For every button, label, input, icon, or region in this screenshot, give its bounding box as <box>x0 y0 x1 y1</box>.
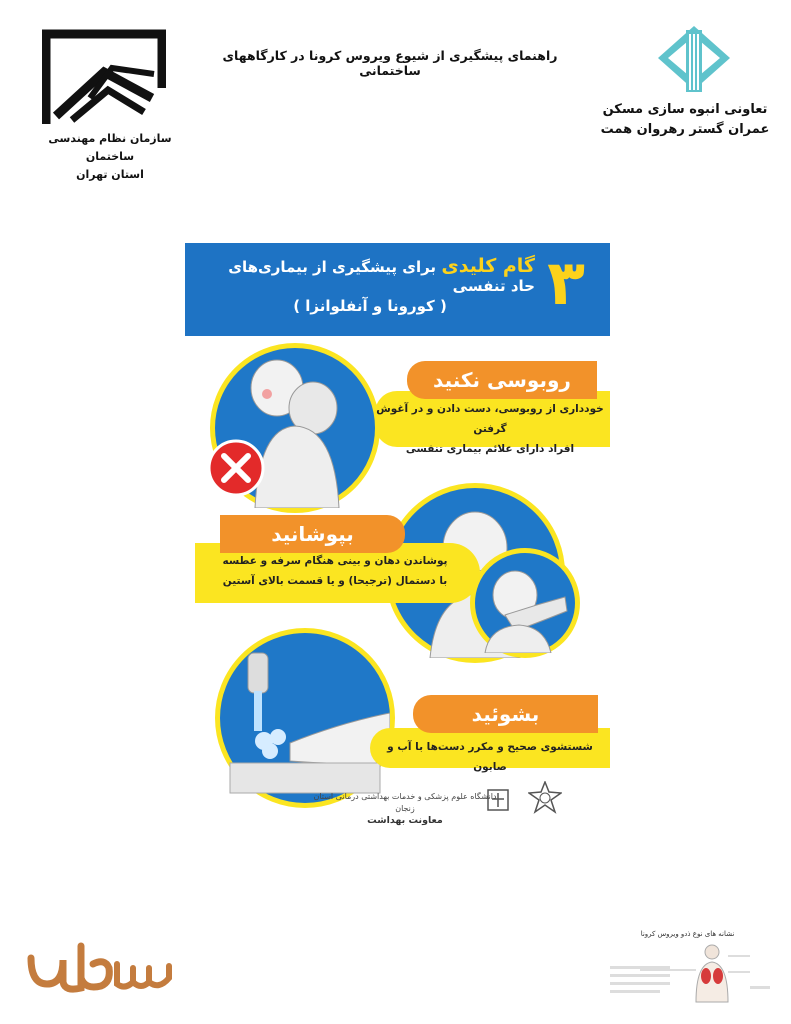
step3-title: بشوئید <box>413 695 598 733</box>
step2-desc-line1: پوشاندن دهان و بینی هنگام سرفه و عطسه <box>222 555 448 567</box>
poster-subtitle: ( کورونا و آنفلوانزا ) <box>293 297 447 315</box>
left-org-line2: استان تهران <box>76 168 144 181</box>
right-org-line1: تعاونی انبوه سازی مسکن <box>602 102 768 117</box>
right-org-line2: عمران گستر رهروان همت <box>600 122 770 137</box>
page-title: راهنمای پیشگیری از شیوع ویروس کرونا در کارگاههای ساختمانی <box>222 48 558 78</box>
step1-title: روبوسی نکنید <box>407 361 597 399</box>
thumbnail-caption: نشانه های نوع ذدو ویروس کرونا <box>640 930 735 938</box>
university-logo <box>528 781 562 815</box>
cross-mark-icon <box>207 439 265 497</box>
symptoms-thumbnail <box>600 942 775 1007</box>
poster-title-key: گام کلیدی <box>441 255 535 277</box>
right-org-name <box>600 100 770 140</box>
left-org-name <box>30 130 190 184</box>
poster-title-rest: برای پیشگیری از بیماری‌های حاد تنفسی <box>228 258 535 295</box>
step2-illustration-b <box>470 548 580 658</box>
poster-footer <box>305 791 505 827</box>
cooperative-building-logo-icon <box>656 24 732 92</box>
person-sneezing-elbow-icon <box>475 553 575 653</box>
step3-desc-line1: شستشوی صحیح و مکرر دست‌ها با آب و صابون <box>387 741 593 773</box>
step1-desc <box>370 399 610 459</box>
university-emblem-icon <box>528 781 562 815</box>
step3-illustration <box>215 628 395 808</box>
symptoms-body-diagram-icon <box>600 942 775 1007</box>
footer-university: دانشگاه علوم پزشکی و خدمات بهداشتی درمانی استان زنجان <box>313 792 497 813</box>
no-icon <box>207 439 265 497</box>
step2-desc <box>195 551 475 591</box>
corona-prevention-poster <box>185 243 610 828</box>
hand-washing-icon <box>220 633 390 803</box>
footer-dept: معاونت بهداشت <box>367 815 443 826</box>
left-org-line1: سازمان نظام مهندسی ساختمان <box>48 132 172 163</box>
step3-desc <box>370 737 610 777</box>
step1-desc-line2: افراد دارای علائم بیماری تنفسی <box>405 443 575 455</box>
step1-desc-line1: خودداری از روبوسی، دست دادن و در آغوش گرفتن <box>376 403 604 435</box>
poster-title <box>205 255 535 295</box>
step2-desc-line2: با دستمال (ترجیحا) و یا قسمت بالای آستین <box>222 575 448 587</box>
calligraphic-brand-logo-icon <box>25 938 175 996</box>
right-org-logo <box>656 24 732 92</box>
poster-number: ۳ <box>547 246 585 319</box>
left-org-logo <box>42 28 166 124</box>
step2-title: بپوشانید <box>220 515 405 553</box>
building-engineering-logo-icon <box>42 28 166 124</box>
brand-logo <box>25 938 175 996</box>
